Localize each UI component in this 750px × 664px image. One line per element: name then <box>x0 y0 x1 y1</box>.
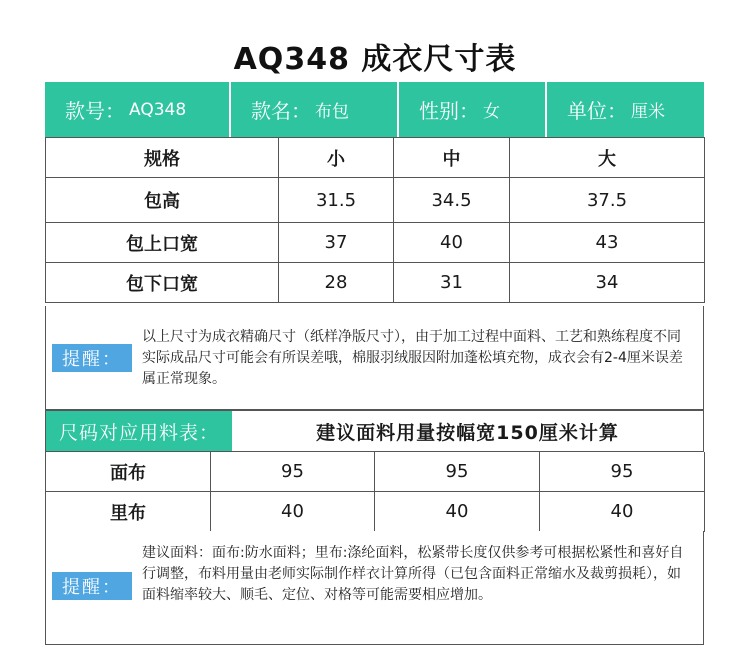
table-cell: 95 <box>211 452 375 492</box>
size-table-header-row <box>46 138 705 178</box>
tip-text: 以上尺寸为成衣精确尺寸（纸样净版尺寸），由于加工过程中面料、工艺和熟练程度不同实际成品尺寸可能会有所误差哦，棉服羽绒服因附加蓬松填充物，成衣会有2-4厘米误差属正常现象。 <box>142 329 683 387</box>
page-title: AQ348 成衣尺寸表 <box>233 42 517 77</box>
model-no-label: 款号： <box>65 99 125 123</box>
table-cell: 34.5 <box>394 178 510 223</box>
fabric-section-header <box>45 410 704 452</box>
table-cell: 40 <box>394 223 510 263</box>
fabric-table <box>45 452 705 532</box>
gender-cell <box>399 82 547 137</box>
table-row <box>46 178 705 223</box>
table-cell: 37.5 <box>510 178 705 223</box>
model-name-label: 款名： <box>251 99 311 123</box>
tip-box-fabric <box>45 531 704 645</box>
row-label: 面布 <box>46 452 211 492</box>
column-header: 规格 <box>46 138 279 178</box>
table-cell: 43 <box>510 223 705 263</box>
model-no-cell <box>45 82 231 137</box>
unit-cell <box>547 82 704 137</box>
table-row <box>46 263 705 303</box>
gender-label: 性别： <box>419 99 479 123</box>
model-no-value: AQ348 <box>129 99 187 120</box>
column-header: 大 <box>510 138 705 178</box>
table-row <box>46 223 705 263</box>
table-cell: 31 <box>394 263 510 303</box>
table-cell: 34 <box>510 263 705 303</box>
table-cell: 37 <box>279 223 394 263</box>
table-cell: 95 <box>540 452 705 492</box>
row-label: 包下口宽 <box>46 263 279 303</box>
tip-badge: 提醒： <box>52 344 132 372</box>
row-label: 里布 <box>46 492 211 532</box>
gender-value: 女 <box>483 102 500 122</box>
table-row <box>46 452 705 492</box>
tip-box-size <box>45 306 704 410</box>
size-table <box>45 137 705 303</box>
model-name-value: 布包 <box>315 102 349 122</box>
unit-label: 单位： <box>567 99 627 123</box>
tip-text: 建议面料：面布:防水面料；里布:涤纶面料，松紧带长度仅供参考可根据松紧性和喜好自行调整，布料用量由老师实际制作样衣计算所得（已包含面料正常缩水及裁剪损耗），如面料缩率较大、顺毛、定位、对格等可能需要相应增加。 <box>142 545 684 603</box>
table-cell: 40 <box>540 492 705 532</box>
model-name-cell <box>231 82 399 137</box>
column-header: 中 <box>394 138 510 178</box>
table-cell: 40 <box>211 492 375 532</box>
table-row <box>46 492 705 532</box>
fabric-section-badge: 尺码对应用料表： <box>46 411 232 451</box>
table-cell: 31.5 <box>279 178 394 223</box>
info-header-bar <box>45 82 704 137</box>
table-cell: 40 <box>375 492 540 532</box>
row-label: 包上口宽 <box>46 223 279 263</box>
row-label: 包高 <box>46 178 279 223</box>
table-cell: 95 <box>375 452 540 492</box>
fabric-section-title: 建议面料用量按幅宽150厘米计算 <box>316 421 619 444</box>
unit-value: 厘米 <box>631 102 665 122</box>
column-header: 小 <box>279 138 394 178</box>
table-cell: 28 <box>279 263 394 303</box>
tip-badge: 提醒： <box>52 572 132 600</box>
